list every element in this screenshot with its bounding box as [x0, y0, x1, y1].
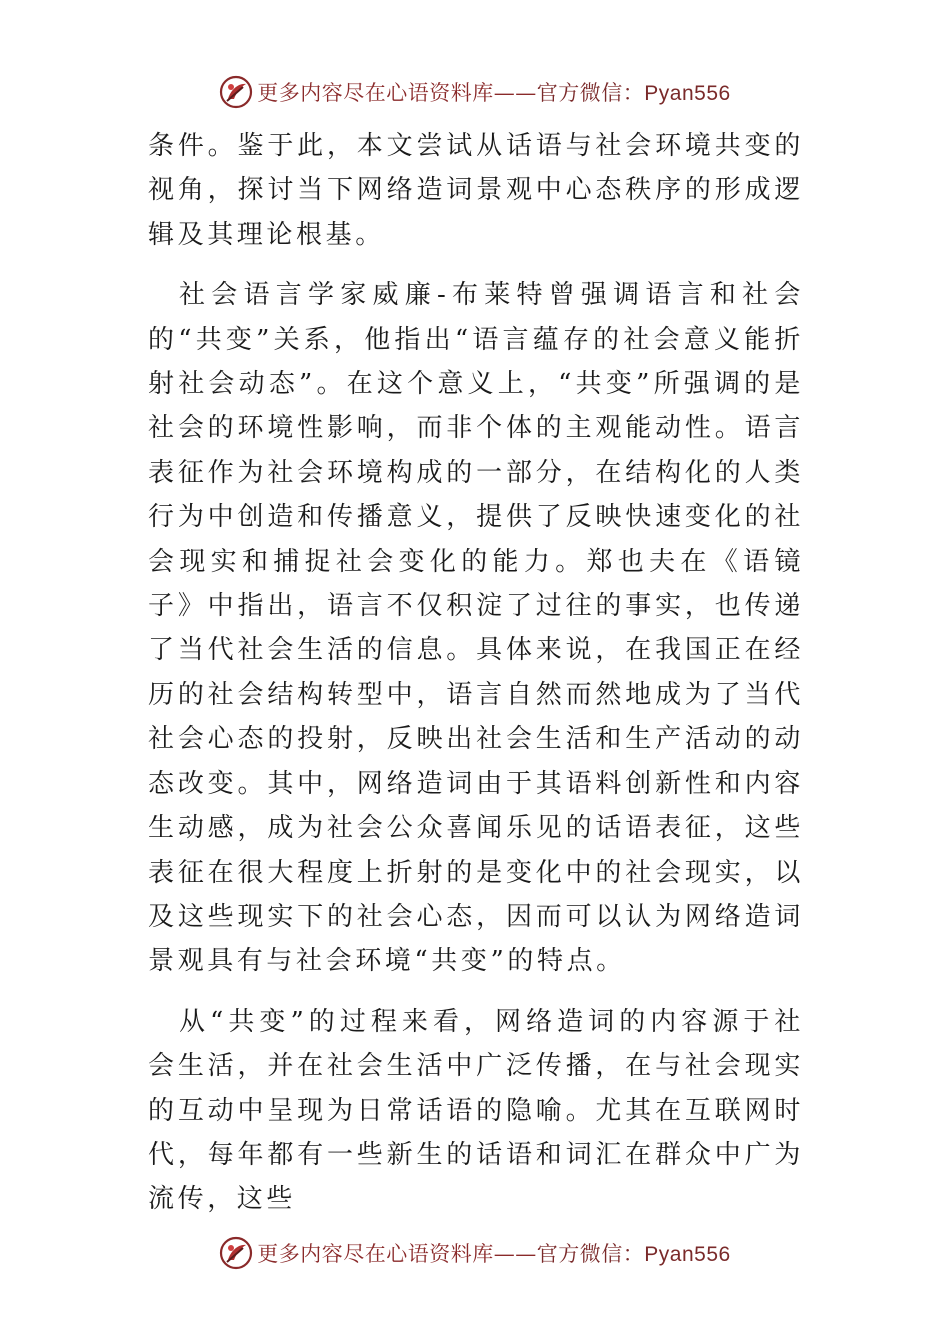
- paragraph-3: 从“共变”的过程来看，网络造词的内容源于社会生活，并在社会生活中广泛传播，在与社会现实的互动中呈现为日常话语的隐喻。尤其在互联网时代，每年都有一些新生的话语和词汇在群众中广为流传，这些: [148, 1006, 804, 1215]
- document-body: [148, 124, 804, 1238]
- brand-logo-icon: [219, 75, 253, 109]
- header-banner-main: 更多内容尽在心语资料库: [257, 81, 494, 105]
- footer-banner-separator: ——: [493, 1242, 537, 1266]
- header-banner: [0, 72, 950, 112]
- paragraph-1: 条件。鉴于此，本文尝试从话语与社会环境共变的视角，探讨当下网络造词景观中心态秩序的形成逻辑及其理论根基。: [148, 131, 804, 250]
- footer-banner-text: [257, 1238, 730, 1268]
- footer-banner: [0, 1233, 950, 1273]
- paragraph-2: 社会语言学家威廉-布莱特曾强调语言和社会的“共变”关系，他指出“语言蕴存的社会意义能折射社会动态”。在这个意义上，“共变”所强调的是社会的环境性影响，而非个体的主观能动性。语言表征作为社会环境构成的一部分，在结构化的人类行为中创造和传播意义，提供了反映快速变化的社会现实和捕捉社会变化的能力。郑也夫在《语镜子》中指出，语言不仅积淀了过往的事实，也传递了当代社会生活的信息。具体来说，在我国正在经历的社会结构转型中，语言自然而然地成为了当代社会心态的投射，反映出社会生活和生产活动的动态改变。其中，网络造词由于其语料创新性和内容生动感，成为社会公众喜闻乐见的话语表征，这些表征在很大程度上折射的是变化中的社会现实，以及这些现实下的社会心态，因而可以认为网络造词景观具有与社会环境“共变”的特点。: [148, 280, 804, 977]
- header-banner-text: [257, 77, 730, 107]
- footer-banner-main: 更多内容尽在心语资料库: [257, 1242, 494, 1266]
- header-banner-separator: ——: [493, 81, 537, 105]
- header-banner-wechat: 官方微信：Pyan556: [536, 82, 731, 105]
- footer-banner-wechat: 官方微信：Pyan556: [536, 1243, 731, 1266]
- brand-logo-icon: [219, 1236, 253, 1270]
